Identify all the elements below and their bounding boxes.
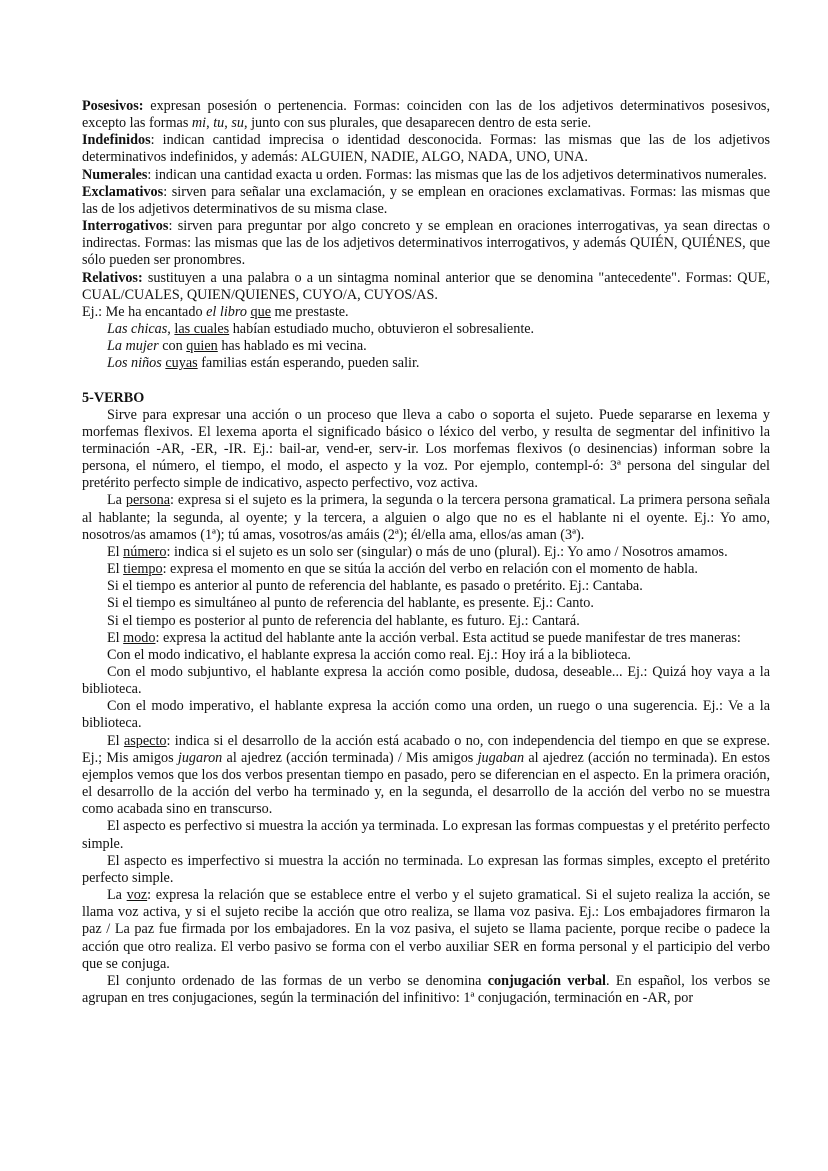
verbo-voz: La voz: expresa la relación que se establece entre el verbo y el sujeto gramatical. Si el sujeto realiza la acción, se llama voz activa, y si el sujeto recibe la acción que otro realiza, se llama voz pasiva. Ej.: Los embajadores firmaron la paz / La paz fue firmada por los embajadores. En la voz pasiva, el sujeto se llama paciente, porque recibe o padece la acción que otro realiza. El verbo pasivo se forma con el verbo auxiliar SER en forma personal y el participio del verbo que se conjuga. [82, 887, 770, 972]
indefinidos-term: Indefinidos [82, 132, 151, 149]
posesivos-term: Posesivos: [82, 98, 144, 114]
posesivos-paragraph: Posesivos: expresan posesión o pertenencia. Formas: coinciden con las de los adjetivos determinativos posesivos, excepto las formas mi, tu, su, junto con sus plurales, que desaparecen dentro de esta serie. [82, 98, 770, 132]
numerales-term: Numerales [82, 166, 148, 183]
relativos-term: Relativos: [82, 269, 143, 286]
relativos-example-1: Ej.: Me ha encantado el libro que me prestaste. [82, 303, 349, 320]
document-page [82, 98, 770, 1007]
aspecto-perfectivo: El aspecto es perfectivo si muestra la acción ya terminada. Lo expresan las formas compuestas y el pretérito perfecto simple. [82, 818, 770, 852]
relativos-example-2: Las chicas, las cuales habían estudiado mucho, obtuvieron el sobresaliente. [107, 321, 535, 338]
verbo-conjugacion: El conjunto ordenado de las formas de un verbo se denomina conjugación verbal. En español, los verbos se agrupan en tres conjugaciones, según la terminación del infinitivo: 1ª conjugación, terminación en -AR, por [82, 972, 770, 1006]
verbo-modo: El modo: expresa la actitud del hablante ante la acción verbal. Esta actitud se puede manifestar de tres maneras: [107, 629, 741, 646]
tiempo-pasado: Si el tiempo es anterior al punto de referencia del hablante, es pasado o pretérito. Ej.: Cantaba. [107, 578, 643, 595]
relativos-example-3: La mujer con quien has hablado es mi vecina. [107, 338, 367, 355]
relativos-example-4: Los niños cuyas familias están esperando, pueden salir. [107, 355, 420, 372]
section-title-verbo: 5-VERBO [82, 389, 145, 406]
verbo-tiempo: El tiempo: expresa el momento en que se sitúa la acción del verbo en relación con el momento de habla. [107, 561, 698, 578]
interrogativos-term: Interrogativos [82, 218, 169, 235]
exclamativos-paragraph: Exclamativos: sirven para señalar una exclamación, y se emplean en oraciones exclamativas. Formas: las mismas que las de los adjetivos determinativos de su misma clase. [82, 183, 770, 217]
exclamativos-term: Exclamativos [82, 183, 164, 200]
aspecto-imperfectivo: El aspecto es imperfectivo si muestra la acción no terminada. Lo expresan las formas simples, excepto el pretérito perfecto simple. [82, 852, 770, 886]
modo-imperativo: Con el modo imperativo, el hablante expresa la acción como una orden, un ruego o una sugerencia. Ej.: Ve a la biblioteca. [82, 698, 770, 732]
tiempo-futuro: Si el tiempo es posterior al punto de referencia del hablante, es futuro. Ej.: Cantará. [107, 612, 580, 629]
verbo-numero: El número: indica si el sujeto es un solo ser (singular) o más de uno (plural). Ej.: Yo amo / Nosotros amamos. [107, 543, 728, 560]
conjugacion-term: conjugación verbal [487, 972, 606, 989]
indefinidos-paragraph: Indefinidos: indican cantidad imprecisa o identidad desconocida. Formas: las mismas que las de los adjetivos determinativos indefinidos, y además: ALGUIEN, NADIE, ALGO, NADA, UNO, UNA. [82, 132, 770, 166]
tiempo-presente: Si el tiempo es simultáneo al punto de referencia del hablante, es presente. Ej.: Canto. [107, 595, 594, 612]
modo-indicativo: Con el modo indicativo, el hablante expresa la acción como real. Ej.: Hoy irá a la biblioteca. [107, 646, 631, 663]
verbo-persona: La persona: expresa si el sujeto es la primera, la segunda o la tercera persona gramatical. La primera persona señala al hablante; la segunda, al oyente; y la tercera, a alguien o algo que no es el hablante ni el oyente. Ej.: Yo amo, nosotros/as amamos (1ª); tú amas, vosotros/as amáis (2ª); él/ella ama, ellos/as aman (3ª). [82, 492, 770, 543]
modo-subjuntivo: Con el modo subjuntivo, el hablante expresa la acción como posible, dudosa, deseable... Ej.: Quizá hoy vaya a la biblioteca. [82, 664, 770, 698]
verbo-intro: Sirve para expresar una acción o un proceso que lleva a cabo o soporta el sujeto. Puede separarse en lexema y morfemas flexivos. El lexema aporta el significado básico o léxico del verbo, y resulta de segmentar del infinitivo la terminación -AR, -ER, -IR. Ej.: bail-ar, vend-er, serv-ir. Los morfemas flexivos (o desinencias) informan sobre la persona, el número, el tiempo, el modo, el aspecto y la voz. Por ejemplo, contempl-ó: 3ª persona del singular del pretérito perfecto simple de indicativo, aspecto perfectivo, voz activa. [82, 406, 770, 492]
interrogativos-paragraph: Interrogativos: sirven para preguntar por algo concreto y se emplean en oraciones interrogativas, ya sean directas o indirectas. Formas: las mismas que las de los adjetivos determinativos interrogativos, y además QUIÉN, QUIÉNES, que sólo pueden ser pronombres. [82, 218, 770, 269]
verbo-aspecto: El aspecto: indica si el desarrollo de la acción está acabado o no, con independencia del tiempo en que se exprese. Ej.; Mis amigos jugaron al ajedrez (acción terminada) / Mis amigos jugaban al ajedrez (acción no terminada). En estos ejemplos vemos que los dos verbos presentan tiempo en pasado, pero se diferencian en el aspecto. En la primera oración, el desarrollo de la acción del verbo ha terminado y, en la segunda, el desarrollo de la acción del verbo no se muestra como acabada sino en transcurso. [82, 732, 771, 818]
relativos-paragraph: Relativos: sustituyen a una palabra o a un sintagma nominal anterior que se denomina "antecedente". Formas: QUE, CUAL/CUALES, QUIEN/QUIENES, CUYO/A, CUYOS/AS. [82, 269, 770, 303]
numerales-paragraph: Numerales: indican una cantidad exacta u orden. Formas: las mismas que las de los adjetivos determinativos numerales. [82, 166, 767, 183]
